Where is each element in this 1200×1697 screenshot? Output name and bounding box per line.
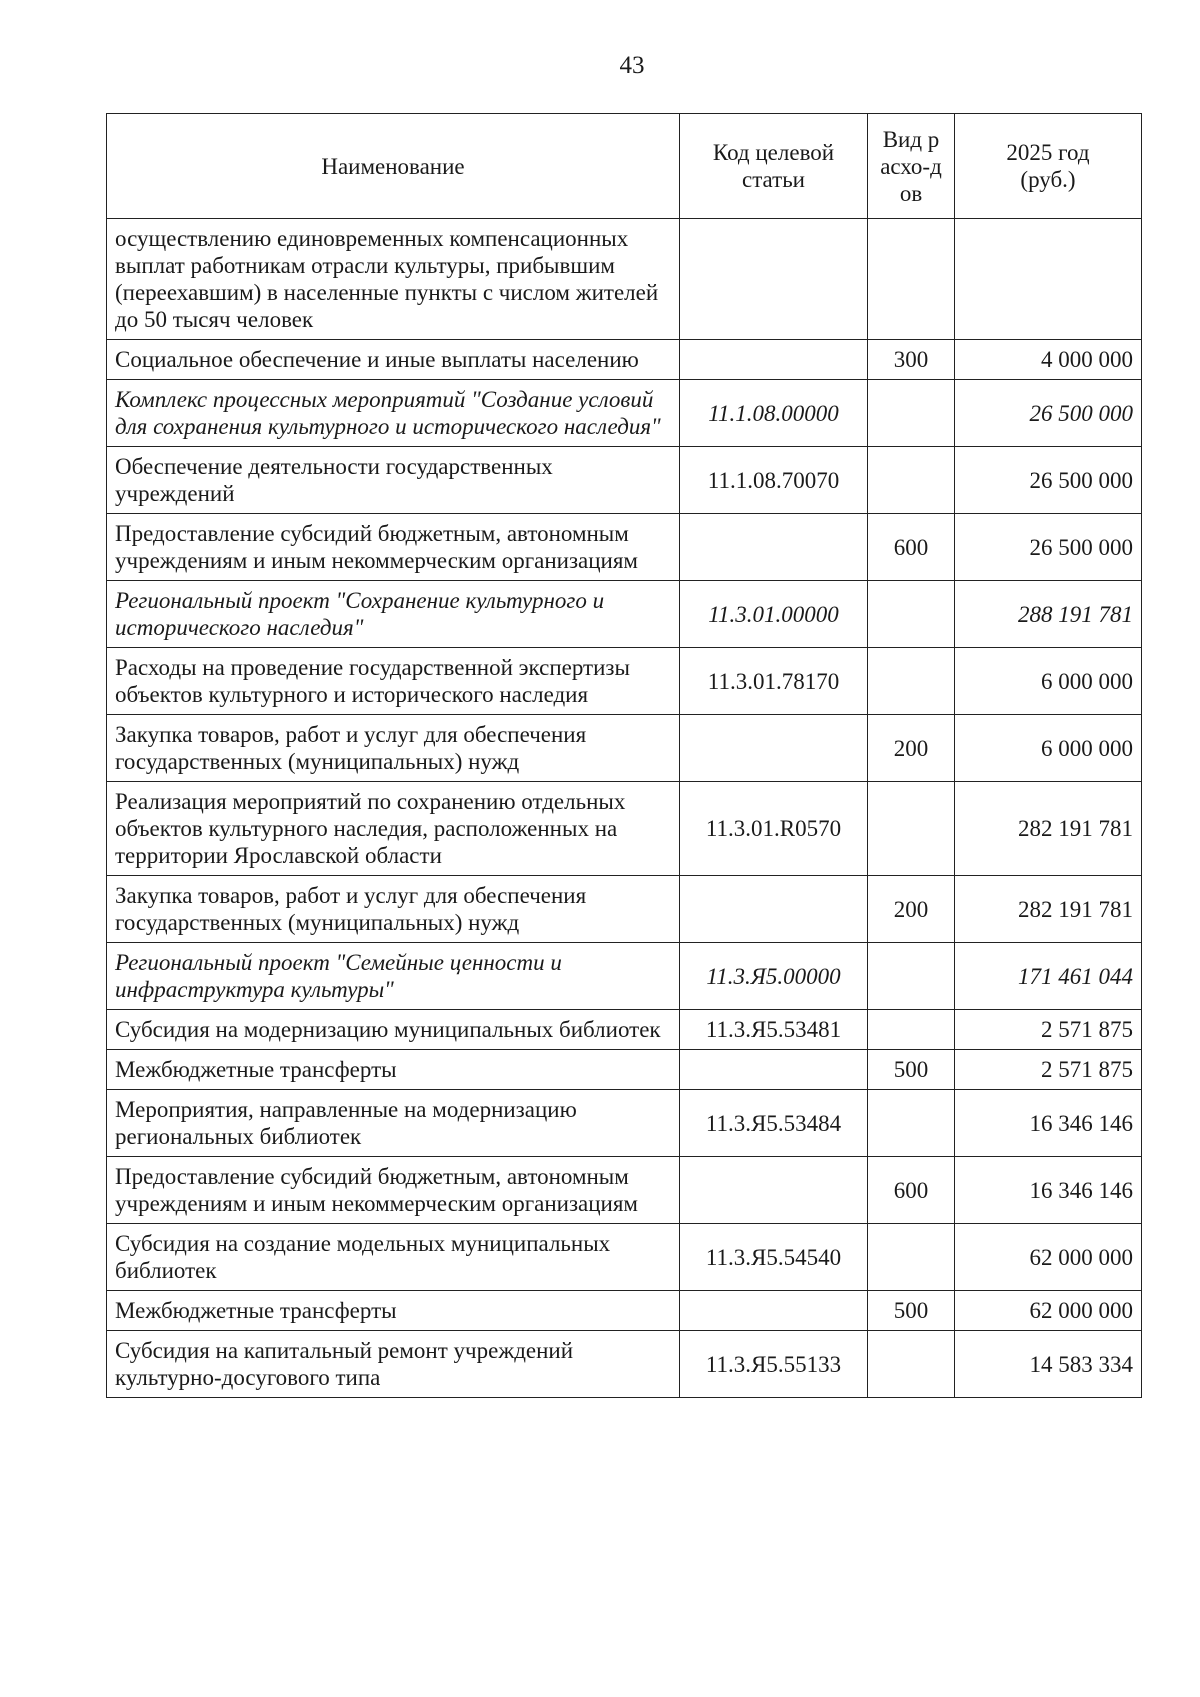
page-number: 43 [619, 52, 645, 79]
header-code [680, 114, 868, 219]
row-kind [868, 219, 955, 340]
row-code: 11.3.Я5.53481 [680, 1010, 868, 1050]
row-kind [868, 581, 955, 648]
table-row [107, 1291, 1142, 1331]
table-row [107, 380, 1142, 447]
table-row [107, 340, 1142, 380]
row-kind [868, 380, 955, 447]
row-amount: 288 191 781 [955, 581, 1142, 648]
row-amount: 26 500 000 [955, 514, 1142, 581]
row-name: Закупка товаров, работ и услуг для обеспечения государственных (муниципальных) нужд [107, 715, 680, 782]
row-code: 11.1.08.00000 [680, 380, 868, 447]
row-code: 11.3.01.78170 [680, 648, 868, 715]
row-code: 11.3.Я5.54540 [680, 1224, 868, 1291]
header-kind [868, 114, 955, 219]
row-code [680, 1291, 868, 1331]
table-row [107, 876, 1142, 943]
row-amount: 16 346 146 [955, 1090, 1142, 1157]
row-kind: 500 [868, 1291, 955, 1331]
row-amount: 2 571 875 [955, 1010, 1142, 1050]
row-name: Межбюджетные трансферты [107, 1291, 680, 1331]
row-name: осуществлению единовременных компенсационных выплат работникам отрасли культуры, прибывшим (переехавшим) в населенные пункты с числом жителей до 50 тысяч человек [107, 219, 680, 340]
row-name: Реализация мероприятий по сохранению отдельных объектов культурного наследия, расположенных на территории Ярославской области [107, 782, 680, 876]
row-code [680, 514, 868, 581]
row-name: Региональный проект "Сохранение культурного и исторического наследия" [107, 581, 680, 648]
row-kind [868, 782, 955, 876]
row-kind [868, 1010, 955, 1050]
row-kind: 600 [868, 514, 955, 581]
row-code [680, 219, 868, 340]
row-kind [868, 943, 955, 1010]
row-name: Комплекс процессных мероприятий "Создание условий для сохранения культурного и исторического наследия" [107, 380, 680, 447]
row-amount: 6 000 000 [955, 715, 1142, 782]
row-name: Мероприятия, направленные на модернизацию региональных библиотек [107, 1090, 680, 1157]
row-amount: 26 500 000 [955, 380, 1142, 447]
row-kind [868, 1331, 955, 1398]
row-name: Субсидия на модернизацию муниципальных библиотек [107, 1010, 680, 1050]
row-kind: 200 [868, 715, 955, 782]
row-amount: 282 191 781 [955, 782, 1142, 876]
header-amount [955, 114, 1142, 219]
row-amount: 14 583 334 [955, 1331, 1142, 1398]
row-kind [868, 648, 955, 715]
row-code: 11.3.01.R0570 [680, 782, 868, 876]
row-name: Субсидия на создание модельных муниципальных библиотек [107, 1224, 680, 1291]
table-row [107, 1090, 1142, 1157]
row-code [680, 1050, 868, 1090]
row-amount: 62 000 000 [955, 1291, 1142, 1331]
row-code: 11.1.08.70070 [680, 447, 868, 514]
row-kind: 500 [868, 1050, 955, 1090]
row-amount: 2 571 875 [955, 1050, 1142, 1090]
row-amount: 62 000 000 [955, 1224, 1142, 1291]
row-code: 11.3.Я5.55133 [680, 1331, 868, 1398]
row-name: Предоставление субсидий бюджетным, автономным учреждениям и иным некоммерческим организациям [107, 514, 680, 581]
row-amount: 6 000 000 [955, 648, 1142, 715]
table-header-row [107, 114, 1142, 219]
row-name: Предоставление субсидий бюджетным, автономным учреждениям и иным некоммерческим организациям [107, 1157, 680, 1224]
table-row [107, 1331, 1142, 1398]
header-code-text: Код целевой статьи [712, 140, 835, 192]
budget-table [106, 113, 1142, 1398]
row-code [680, 340, 868, 380]
table-row [107, 514, 1142, 581]
row-code [680, 715, 868, 782]
row-name: Межбюджетные трансферты [107, 1050, 680, 1090]
row-amount: 16 346 146 [955, 1157, 1142, 1224]
header-kind-text: Вид расхо-дов [880, 126, 942, 206]
table-row [107, 1157, 1142, 1224]
row-name: Социальное обеспечение и иные выплаты населению [107, 340, 680, 380]
row-amount: 282 191 781 [955, 876, 1142, 943]
row-kind [868, 1224, 955, 1291]
row-name: Региональный проект "Семейные ценности и инфраструктура культуры" [107, 943, 680, 1010]
row-code [680, 1157, 868, 1224]
header-amount-text: 2025 год (руб.) [1006, 140, 1090, 192]
row-code: 11.3.Я5.53484 [680, 1090, 868, 1157]
table-row [107, 219, 1142, 340]
row-code [680, 876, 868, 943]
row-amount: 26 500 000 [955, 447, 1142, 514]
table-row [107, 581, 1142, 648]
row-kind: 600 [868, 1157, 955, 1224]
row-name: Обеспечение деятельности государственных учреждений [107, 447, 680, 514]
table-row [107, 648, 1142, 715]
row-kind [868, 447, 955, 514]
row-kind: 300 [868, 340, 955, 380]
table-row [107, 782, 1142, 876]
header-name: Наименование [107, 114, 680, 219]
row-name: Закупка товаров, работ и услуг для обеспечения государственных (муниципальных) нужд [107, 876, 680, 943]
row-amount: 4 000 000 [955, 340, 1142, 380]
row-kind [868, 1090, 955, 1157]
row-amount: 171 461 044 [955, 943, 1142, 1010]
row-kind: 200 [868, 876, 955, 943]
table-row [107, 715, 1142, 782]
table-row [107, 447, 1142, 514]
table-body [107, 219, 1142, 1398]
row-name: Субсидия на капитальный ремонт учреждений культурно-досугового типа [107, 1331, 680, 1398]
table-row [107, 943, 1142, 1010]
table-row [107, 1050, 1142, 1090]
row-code: 11.3.Я5.00000 [680, 943, 868, 1010]
row-amount [955, 219, 1142, 340]
row-name: Расходы на проведение государственной экспертизы объектов культурного и исторического наследия [107, 648, 680, 715]
table-row [107, 1224, 1142, 1291]
row-code: 11.3.01.00000 [680, 581, 868, 648]
table-row [107, 1010, 1142, 1050]
